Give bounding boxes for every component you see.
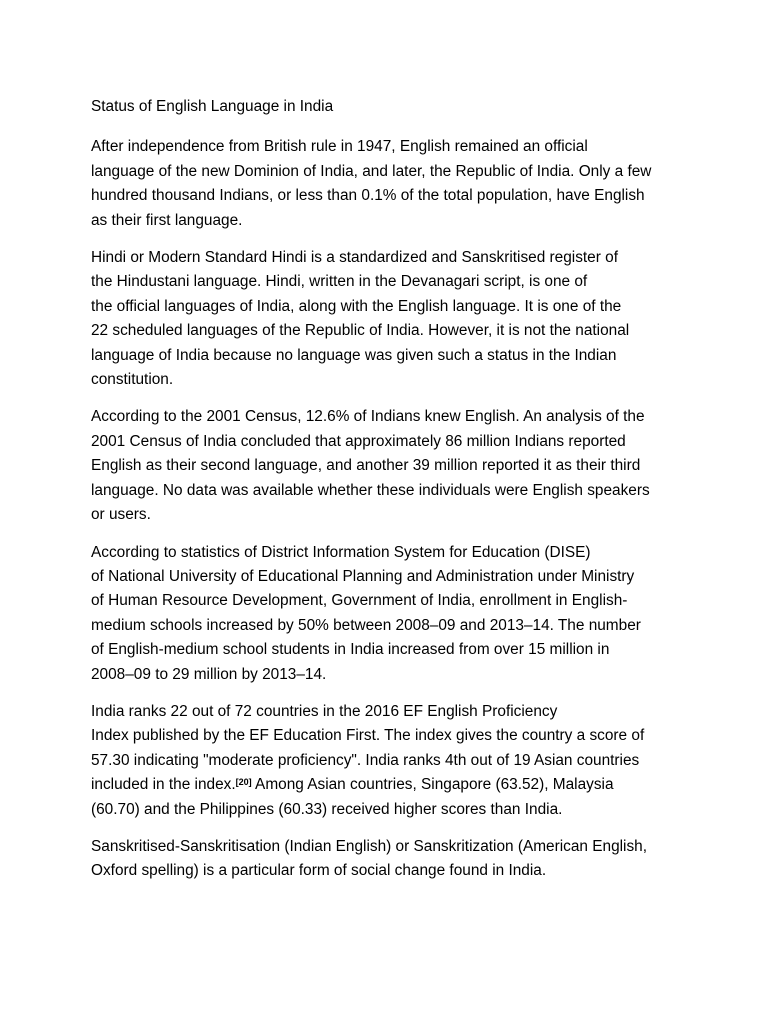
paragraph-line: According to statistics of District Information System for Education (DISE) xyxy=(91,543,591,561)
paragraph-line-with-citation xyxy=(91,773,681,797)
paragraph-line: 57.30 indicating "moderate proficiency". India ranks 4th out of 19 Asian countries xyxy=(91,751,640,769)
paragraph-line: 22 scheduled languages of the Republic of India. However, it is not the national xyxy=(91,322,630,340)
paragraph-line: Sanskritised-Sanskritisation (Indian English) or Sanskritization (American English, xyxy=(91,837,648,855)
paragraph-line: or users. xyxy=(91,506,151,524)
paragraph-line: After independence from British rule in 1947, English remained an official xyxy=(91,138,588,156)
document-title: Status of English Language in India xyxy=(91,98,334,115)
paragraph-line: the Hindustani language. Hindi, written in the Devanagari script, is one of xyxy=(91,273,588,291)
paragraph-line: According to the 2001 Census, 12.6% of Indians knew English. An analysis of the xyxy=(91,408,645,426)
paragraph-dise xyxy=(91,541,681,687)
paragraph-line: 2001 Census of India concluded that approximately 86 million Indians reported xyxy=(91,432,626,450)
document-page xyxy=(91,95,681,897)
paragraph-line: constitution. xyxy=(91,371,174,389)
paragraph-line: Index published by the EF Education First. The index gives the country a score of xyxy=(91,727,645,745)
paragraph-line: medium schools increased by 50% between 2008–09 and 2013–14. The number xyxy=(91,616,641,634)
paragraph-line: as their first language. xyxy=(91,211,243,229)
paragraph-ef-proficiency xyxy=(91,700,681,822)
paragraph-line: 2008–09 to 29 million by 2013–14. xyxy=(91,665,327,683)
paragraph-line: hundred thousand Indians, or less than 0.1% of the total population, have English xyxy=(91,187,645,205)
paragraph-line: of English-medium school students in India increased from over 15 million in xyxy=(91,641,610,659)
paragraph-line: India ranks 22 out of 72 countries in the 2016 EF English Proficiency xyxy=(91,702,558,720)
citation-link[interactable]: [20] xyxy=(235,777,252,788)
paragraph-line: the official languages of India, along with the English language. It is one of the xyxy=(91,297,622,315)
paragraph-text: included in the index. xyxy=(91,776,236,794)
paragraph-line: of Human Resource Development, Government of India, enrollment in English- xyxy=(91,592,628,610)
paragraph-line: English as their second language, and another 39 million reported it as their third xyxy=(91,457,641,475)
paragraph-census xyxy=(91,405,681,527)
paragraph-independence xyxy=(91,135,681,233)
paragraph-line: (60.70) and the Philippines (60.33) received higher scores than India. xyxy=(91,800,563,818)
paragraph-line: Oxford spelling) is a particular form of social change found in India. xyxy=(91,862,547,880)
paragraph-sanskritisation xyxy=(91,835,681,884)
paragraph-line: of National University of Educational Planning and Administration under Ministry xyxy=(91,567,635,585)
paragraph-line: language of India because no language was given such a status in the Indian xyxy=(91,346,617,364)
paragraph-line: language of the new Dominion of India, and later, the Republic of India. Only a few xyxy=(91,162,652,180)
paragraph-text: Among Asian countries, Singapore (63.52), Malaysia xyxy=(251,776,614,794)
paragraph-hindi xyxy=(91,246,681,392)
paragraph-line: Hindi or Modern Standard Hindi is a standardized and Sanskritised register of xyxy=(91,249,618,267)
paragraph-line: language. No data was available whether these individuals were English speakers xyxy=(91,481,650,499)
